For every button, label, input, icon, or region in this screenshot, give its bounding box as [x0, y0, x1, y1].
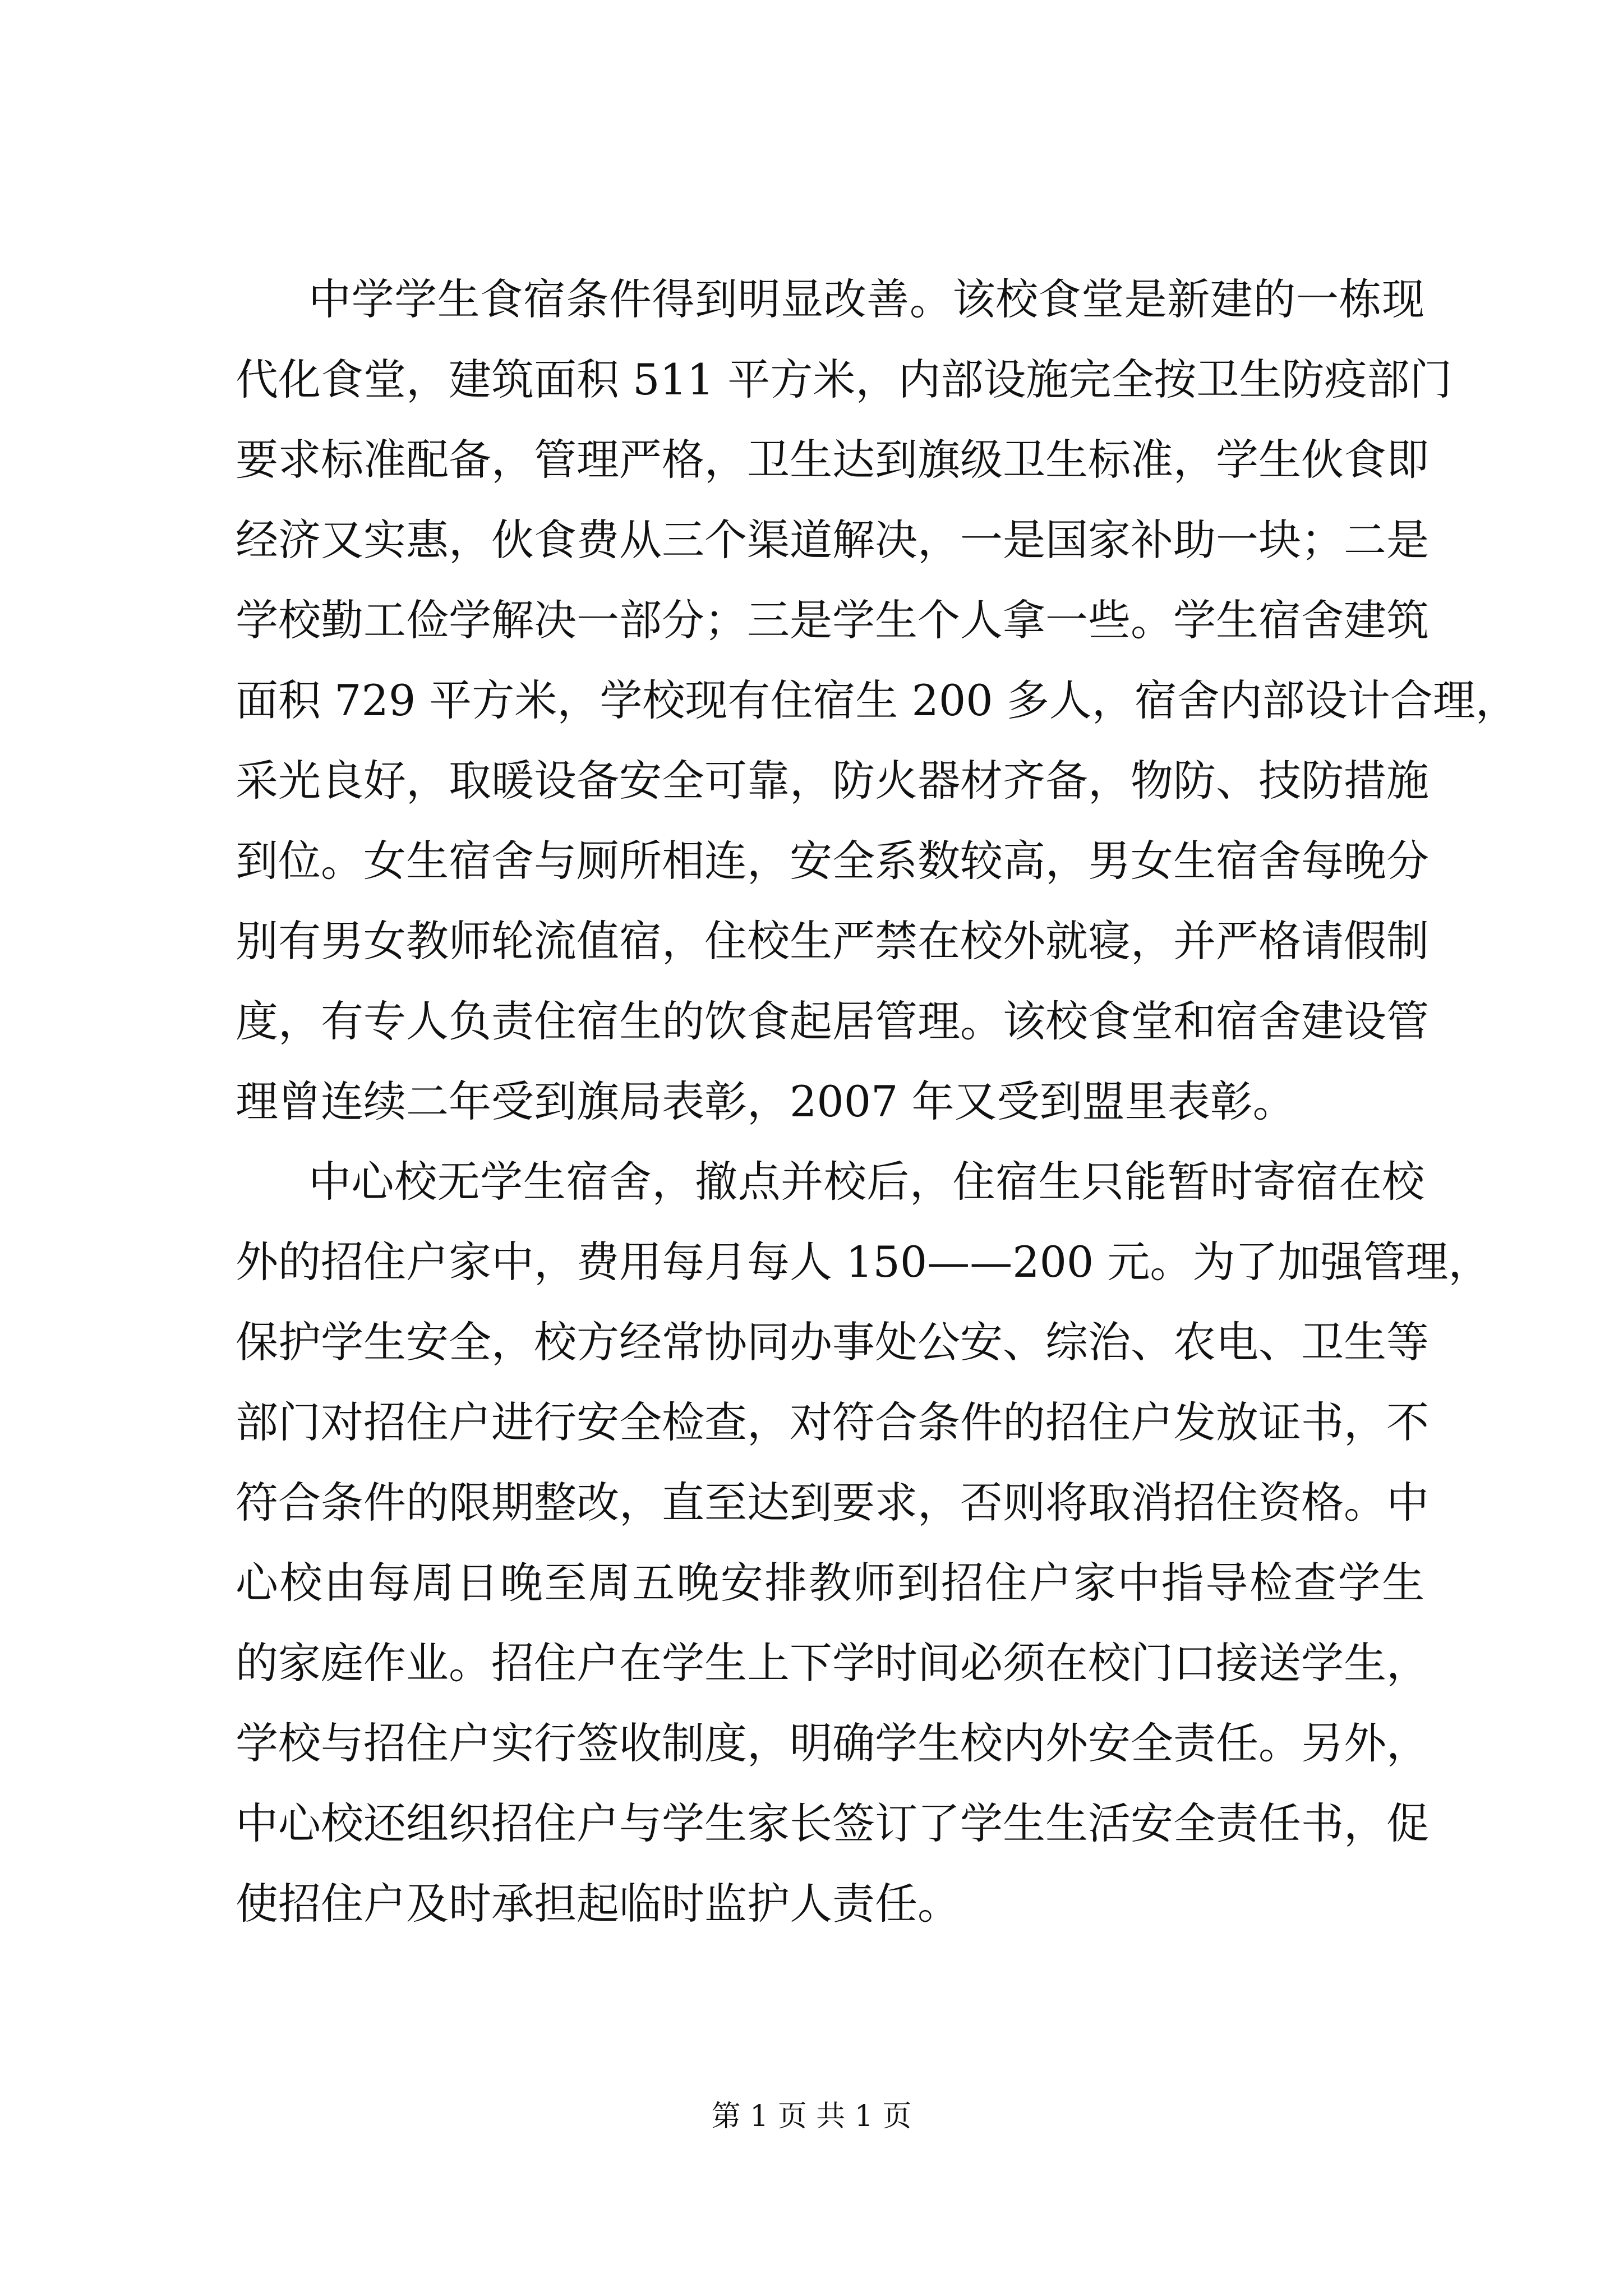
paragraph-1-line-6: 面积 729 平方米，学校现有住宿生 200 多人，宿舍内部设计合理， — [236, 675, 1518, 725]
paragraph-2-line-1: 中心校无学生宿舍，撤点并校后，住宿生只能暂时寄宿在校 — [308, 1157, 1424, 1207]
paragraph-2-line-7: 的家庭作业。招住户在学生上下学时间必须在校门口接送学生， — [236, 1638, 1429, 1688]
paragraph-1-line-2: 代化食堂，建筑面积 511 平方米，内部设施完全按卫生防疫部门 — [236, 355, 1453, 404]
paragraph-1-line-10: 度，有专人负责住宿生的饮食起居管理。该校食堂和宿舍建设管 — [236, 996, 1429, 1046]
paragraph-2-line-9: 中心校还组织招住户与学生家长签订了学生生活安全责任书，促 — [236, 1798, 1429, 1848]
paragraph-1-line-11: 理曾连续二年受到旗局表彰，2007 年又受到盟里表彰。 — [236, 1076, 1295, 1126]
paragraph-2-line-3: 保护学生安全，校方经常协同办事处公安、综治、农电、卫生等 — [236, 1317, 1429, 1367]
document-body — [236, 259, 1518, 1944]
paragraph-1-line-4: 经济又实惠，伙食费从三个渠道解决，一是国家补助一块；二是 — [236, 515, 1429, 565]
paragraph-1-line-3: 要求标准配备，管理严格，卫生达到旗级卫生标准，学生伙食即 — [236, 435, 1429, 485]
paragraph-1-line-7: 采光良好，取暖设备安全可靠，防火器材齐备，物防、技防措施 — [236, 756, 1429, 806]
paragraph-2-line-10: 使招住户及时承担起临时监护人责任。 — [236, 1879, 960, 1929]
paragraph-2-line-2: 外的招住户家中，费用每月每人 150——200 元。为了加强管理， — [236, 1237, 1491, 1287]
paragraph-1-line-1: 中学学生食宿条件得到明显改善。该校食堂是新建的一栋现 — [308, 274, 1424, 324]
paragraph-1-line-8: 到位。女生宿舍与厕所相连，安全系数较高，男女生宿舍每晚分 — [236, 836, 1429, 886]
paragraph-2-line-6: 心校由每周日晚至周五晚安排教师到招住户家中指导检查学生 — [236, 1558, 1424, 1608]
paragraph-2-line-8: 学校与招住户实行签收制度，明确学生校内外安全责任。另外， — [236, 1718, 1429, 1768]
page-footer: 第 1 页 共 1 页 — [711, 2100, 912, 2133]
paragraph-1-line-9: 别有男女教师轮流值宿，住校生严禁在校外就寝，并严格请假制 — [236, 916, 1429, 966]
paragraph-2-line-4: 部门对招住户进行安全检查，对符合条件的招住户发放证书，不 — [236, 1397, 1429, 1447]
paragraph-1-line-5: 学校勤工俭学解决一部分；三是学生个人拿一些。学生宿舍建筑 — [236, 595, 1429, 645]
paragraph-2-line-5: 符合条件的限期整改，直至达到要求，否则将取消招住资格。中 — [236, 1478, 1429, 1527]
